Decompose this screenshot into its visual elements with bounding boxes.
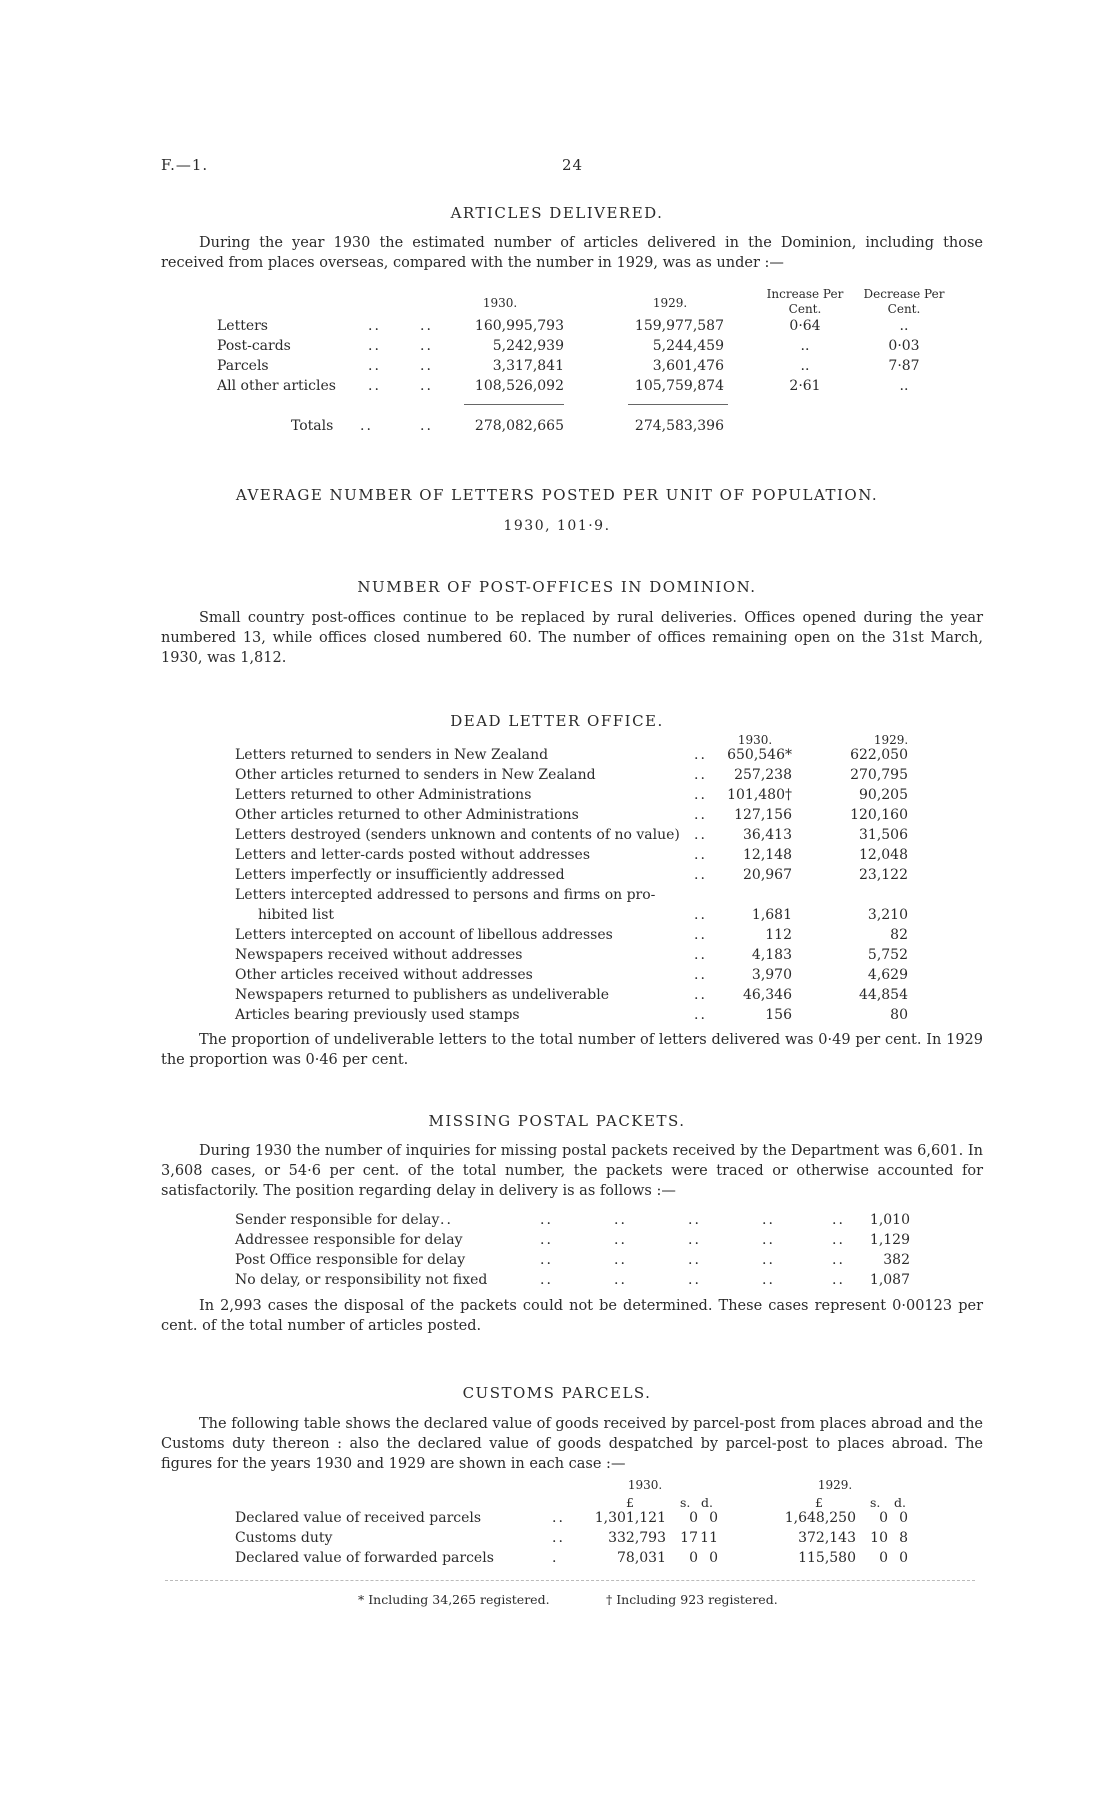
value-1929: 5,752 <box>867 947 908 963</box>
value-1930-pounds: 332,793 <box>608 1530 666 1546</box>
value-1930: 160,995,793 <box>474 318 564 334</box>
table-row <box>0 1548 1114 1568</box>
row-label: Articles bearing previously used stamps <box>235 1007 520 1023</box>
leader-dots: .. <box>694 747 707 763</box>
missing-title: MISSING POSTAL PACKETS. <box>428 1112 686 1130</box>
value-1930-pounds: 1,301,121 <box>594 1510 666 1526</box>
row-label: Post-cards <box>217 338 291 354</box>
totals-row: Totals .. .. 278,082,665 274,583,396 <box>291 418 724 434</box>
row-value: 1,010 <box>869 1212 910 1228</box>
row-label: Post Office responsible for delay <box>235 1252 466 1268</box>
value-1929: 622,050 <box>850 747 908 763</box>
value-1930-pence: 0 <box>709 1550 718 1566</box>
value-1929-pounds: 115,580 <box>798 1550 856 1566</box>
table-row <box>0 765 1114 785</box>
deadletter-note: The proportion of undeliverable letters to the total number of letters delivered was 0·49 per cent. In 1929 the proportion was 0·46 per cent. <box>161 1032 983 1068</box>
total-1929: 274,583,396 <box>634 418 724 434</box>
row-value: 1,087 <box>869 1272 910 1288</box>
leader-dots: .. <box>694 827 707 843</box>
value-1929-pounds: 1,648,250 <box>784 1510 856 1526</box>
row-label: hibited list <box>258 907 335 923</box>
row-label: Declared value of forwarded parcels <box>235 1550 494 1566</box>
average-title: AVERAGE NUMBER OF LETTERS POSTED PER UNIT OF POPULATION. <box>235 486 879 504</box>
value-decrease: .. <box>899 378 909 394</box>
leader-dots: .. <box>694 947 707 963</box>
value-1929: 12,048 <box>859 847 908 863</box>
total-1930: 278,082,665 <box>474 418 564 434</box>
articles-col-1929: 1929. <box>652 296 688 310</box>
table-row <box>0 925 1114 945</box>
table-row: Sender responsible for delay .. .. .. .. .. .. 1,010 <box>235 1212 910 1228</box>
customs-title: CUSTOMS PARCELS. <box>462 1384 652 1402</box>
row-label: Customs duty <box>235 1530 333 1546</box>
value-1929: 82 <box>890 927 908 943</box>
row-label: Letters intercepted on account of libellous addresses <box>235 927 613 943</box>
value-1929-pence: 0 <box>899 1550 908 1566</box>
value-decrease: 7·87 <box>888 358 920 374</box>
value-1930-pence: 0 <box>709 1510 718 1526</box>
value-1930: 3,970 <box>751 967 792 983</box>
row-label: Newspapers returned to publishers as undeliverable <box>235 987 610 1003</box>
divider <box>165 1580 975 1581</box>
table-row <box>0 965 1114 985</box>
leader-dots: .. <box>694 767 707 783</box>
table-row <box>0 845 1114 865</box>
unit-pence: d. <box>701 1495 713 1510</box>
value-1929: 105,759,874 <box>634 378 724 394</box>
table-row: All other articles .. .. 108,526,092 105,759,874 2·61 .. <box>0 376 1114 396</box>
value-increase: .. <box>800 338 810 354</box>
value-1930: 20,967 <box>743 867 792 883</box>
row-label: Other articles received without addresses <box>235 967 533 983</box>
unit-pound: £ <box>815 1495 823 1510</box>
value-1930: 108,526,092 <box>474 378 564 394</box>
value-decrease: .. <box>899 318 909 334</box>
row-value: 382 <box>883 1252 910 1268</box>
table-row <box>0 1508 1114 1528</box>
value-1929: 80 <box>890 1007 908 1023</box>
table-row: Parcels .. .. 3,317,841 3,601,476 .. 7·87 <box>0 356 1114 376</box>
value-1930-shillings: 0 <box>689 1510 698 1526</box>
row-label: Letters <box>217 318 268 334</box>
leader-dots: .. <box>552 1510 565 1526</box>
row-label: Newspapers received without addresses <box>235 947 523 963</box>
table-row <box>0 745 1114 765</box>
leader-dots: .. <box>694 847 707 863</box>
table-row: Letters .. .. 160,995,793 159,977,587 0·64 .. <box>0 316 1114 336</box>
leader-dots: .. <box>694 967 707 983</box>
footnote-star: * Including 34,265 registered. <box>358 1592 550 1607</box>
customs-col-1929: 1929. <box>817 1478 853 1492</box>
page-reference: F.—1. <box>161 156 209 174</box>
leader-dots: .. <box>694 1007 707 1023</box>
deadletter-title: DEAD LETTER OFFICE. <box>450 712 664 730</box>
postoffices-title: NUMBER OF POST-OFFICES IN DOMINION. <box>357 578 757 596</box>
value-1930: 1,681 <box>751 907 792 923</box>
articles-title: ARTICLES DELIVERED. <box>450 204 664 222</box>
value-1929: 4,629 <box>867 967 908 983</box>
value-increase: 2·61 <box>789 378 821 394</box>
table-row: Post Office responsible for delay .. .. .. .. .. 382 <box>235 1252 910 1268</box>
table-row <box>0 1005 1114 1025</box>
row-label: No delay, or responsibility not fixed <box>235 1272 488 1288</box>
value-1929: 23,122 <box>859 867 908 883</box>
value-1930: 257,238 <box>734 767 792 783</box>
value-1930-pounds: 78,031 <box>617 1550 666 1566</box>
unit-pound: £ <box>626 1495 634 1510</box>
value-1930: 36,413 <box>743 827 792 843</box>
articles-col-decrease: Decrease Per Cent. <box>863 287 945 316</box>
value-1930-shillings: 17 <box>680 1530 698 1546</box>
table-row <box>0 1528 1114 1548</box>
leader-dots: .. <box>694 907 707 923</box>
articles-col-increase: Increase Per Cent. <box>766 287 844 316</box>
row-label: Letters imperfectly or insufficiently addressed <box>235 867 565 883</box>
row-label: Other articles returned to senders in New Zealand <box>235 767 596 783</box>
totals-label: Totals <box>291 418 334 434</box>
row-label: Declared value of received parcels <box>235 1510 482 1526</box>
value-1930: 46,346 <box>743 987 792 1003</box>
table-row: Post-cards .. .. 5,242,939 5,244,459 .. 0·03 <box>0 336 1114 356</box>
value-1930: 3,317,841 <box>492 358 564 374</box>
missing-outro: In 2,993 cases the disposal of the packets could not be determined. These cases represent 0·00123 per cent. of the total number of articles posted. <box>161 1298 983 1334</box>
leader-dots: .. <box>694 807 707 823</box>
value-1930: 156 <box>765 1007 792 1023</box>
value-1930: 112 <box>765 927 792 943</box>
table-row <box>0 985 1114 1005</box>
value-1929-shillings: 10 <box>870 1530 888 1546</box>
value-1929-pence: 0 <box>899 1510 908 1526</box>
unit-shilling: s. <box>870 1495 881 1510</box>
value-decrease: 0·03 <box>888 338 920 354</box>
divider <box>464 404 564 405</box>
value-1929: 120,160 <box>850 807 908 823</box>
row-label: Other articles returned to other Administrations <box>235 807 579 823</box>
value-1929: 44,854 <box>859 987 908 1003</box>
table-row <box>0 885 1114 905</box>
value-1929: 5,244,459 <box>652 338 724 354</box>
articles-col-1930: 1930. <box>482 296 518 310</box>
value-1929-shillings: 0 <box>879 1510 888 1526</box>
value-1930: 5,242,939 <box>492 338 564 354</box>
value-1930: 4,183 <box>751 947 792 963</box>
value-1929: 31,506 <box>859 827 908 843</box>
value-1929: 159,977,587 <box>634 318 724 334</box>
leader-dots: .. <box>552 1530 565 1546</box>
postoffices-text: Small country post-offices continue to be replaced by rural deliveries. Offices opened during the year numbered 13, while offices closed numbered 60. The number of offices remaining open on the 31st March, 1930, was 1,812. <box>161 610 983 666</box>
row-label: Letters returned to senders in New Zealand <box>235 747 549 763</box>
value-1930: 12,148 <box>743 847 792 863</box>
leader-dots: .. <box>694 867 707 883</box>
row-value: 1,129 <box>869 1232 910 1248</box>
table-row <box>0 785 1114 805</box>
value-1929: 270,795 <box>850 767 908 783</box>
leader-dots: . <box>552 1550 559 1566</box>
leader-dots: .. <box>694 927 707 943</box>
table-row <box>0 905 1114 925</box>
table-row <box>0 825 1114 845</box>
unit-pence: d. <box>894 1495 906 1510</box>
row-label: Letters and letter-cards posted without addresses <box>235 847 591 863</box>
value-1929: 3,601,476 <box>652 358 724 374</box>
footnote-dagger: † Including 923 registered. <box>606 1592 778 1607</box>
value-1929-shillings: 0 <box>879 1550 888 1566</box>
value-1930: 650,546* <box>727 747 792 763</box>
articles-intro: During the year 1930 the estimated number of articles delivered in the Dominion, including those received from places overseas, compared with the number in 1929, was as under :— <box>161 235 983 271</box>
value-1929: 3,210 <box>867 907 908 923</box>
missing-intro: During 1930 the number of inquiries for missing postal packets received by the Department was 6,601. In 3,608 cases, or 54·6 per cent. of the total number, the packets were traced or otherwise accounted for satisfactorily. The position regarding delay in delivery is as follows :— <box>161 1143 983 1199</box>
page-number: 24 <box>562 156 584 174</box>
row-label: Letters intercepted addressed to persons and firms on pro- <box>235 887 656 903</box>
value-1929-pence: 8 <box>899 1530 908 1546</box>
customs-col-1930: 1930. <box>627 1478 663 1492</box>
leader-dots: .. <box>694 787 707 803</box>
table-row <box>0 805 1114 825</box>
value-1929-pounds: 372,143 <box>798 1530 856 1546</box>
value-1930-shillings: 0 <box>689 1550 698 1566</box>
value-1930: 101,480† <box>727 787 792 803</box>
value-increase: .. <box>800 358 810 374</box>
deadletter-col-1929: 1929. <box>873 733 909 747</box>
value-1929: 90,205 <box>859 787 908 803</box>
divider <box>628 404 728 405</box>
row-label: All other articles <box>217 378 336 394</box>
value-increase: 0·64 <box>789 318 821 334</box>
average-value: 1930, 101·9. <box>503 518 611 534</box>
table-row <box>0 865 1114 885</box>
unit-shilling: s. <box>680 1495 691 1510</box>
value-1930: 127,156 <box>734 807 792 823</box>
customs-intro: The following table shows the declared value of goods received by parcel-post from places abroad and the Customs duty thereon : also the declared value of goods despatched by parcel-post to places abroad. The figures for the years 1930 and 1929 are shown in each case :— <box>161 1416 983 1472</box>
table-row: Addressee responsible for delay .. .. .. .. .. 1,129 <box>235 1232 910 1248</box>
value-1930-pence: 11 <box>700 1530 718 1546</box>
deadletter-col-1930: 1930. <box>737 733 773 747</box>
row-label: Letters destroyed (senders unknown and contents of no value) <box>235 827 680 843</box>
row-label: Sender responsible for delay <box>235 1212 440 1228</box>
row-label: Parcels <box>217 358 269 374</box>
row-label: Addressee responsible for delay <box>235 1232 463 1248</box>
leader-dots: .. <box>694 987 707 1003</box>
table-row: No delay, or responsibility not fixed .. .. .. .. .. 1,087 <box>235 1272 910 1288</box>
table-row <box>0 945 1114 965</box>
row-label: Letters returned to other Administrations <box>235 787 532 803</box>
